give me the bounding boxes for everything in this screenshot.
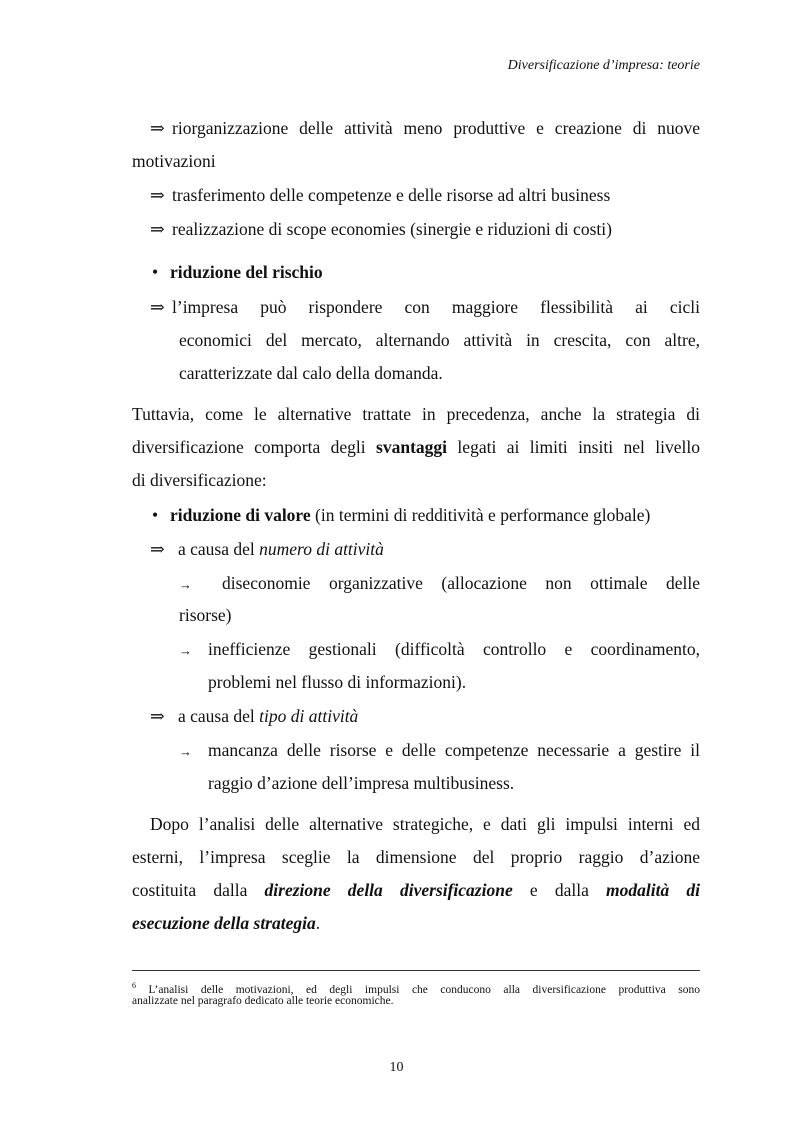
footnote-number: 6 xyxy=(132,981,136,990)
diseconomie-line-2: risorse) xyxy=(179,605,232,625)
diseconomie-line-1: → diseconomie organizzative (allocazione non ottimale delle xyxy=(179,573,700,593)
paragraph-2-line-2: esterni, l’impresa sceglie la dimensione del proprio raggio d’azione xyxy=(132,847,700,867)
execution-mode-term: modalità di xyxy=(606,880,700,900)
inefficienze-line-2: problemi nel flusso di informazioni). xyxy=(208,672,467,692)
footnote-line-2: analizzate nel paragrafo dedicato alle teorie economiche. xyxy=(132,995,394,1007)
bullet-risk-reduction xyxy=(152,261,323,283)
implies-icon: ⇒ xyxy=(150,706,165,726)
paragraph-2-line-1: Dopo l’analisi delle alternative strategiche, e dati gli impulsi interni ed xyxy=(150,814,700,834)
risk-heading: riduzione del rischio xyxy=(170,262,323,282)
risk-line-3: caratterizzate dal calo della domanda. xyxy=(179,363,443,383)
inefficienze-line-1: → inefficienze gestionali (difficoltà controllo e coordinamento, xyxy=(179,639,700,659)
list-item-scope-economies: ⇒ realizzazione di scope economies (sinergie e riduzioni di costi) xyxy=(150,219,612,239)
diversification-direction-term: direzione della diversificazione xyxy=(264,880,513,900)
implies-icon: ⇒ xyxy=(150,297,165,317)
risk-line-1: ⇒ l’impresa può rispondere con maggiore flessibilità ai cicli xyxy=(150,297,700,317)
value-heading: riduzione di valore xyxy=(170,505,311,525)
footnote-divider xyxy=(132,970,700,971)
list-item-transfer: ⇒ trasferimento delle competenze e delle risorse ad altri business xyxy=(150,185,611,205)
paragraph-2-line-3: costituita dalla direzione della diversificazione e dalla modalità di xyxy=(132,880,700,900)
list-item-reorganization: ⇒ riorganizzazione delle attività meno produttive e creazione di nuove xyxy=(150,118,700,138)
arrow-icon: → xyxy=(179,643,192,658)
paragraph-2-line-4: esecuzione della strategia. xyxy=(132,913,321,933)
bullet-icon: • xyxy=(152,505,159,525)
page-number: 10 xyxy=(389,1060,404,1075)
mancanza-line-2: raggio d’azione dell’impresa multibusiness. xyxy=(208,773,515,793)
implies-icon: ⇒ xyxy=(150,118,165,138)
bullet-icon: • xyxy=(152,262,159,282)
arrow-icon: → xyxy=(179,744,192,759)
arrow-icon: → xyxy=(179,577,192,592)
bullet-value-reduction: • riduzione di valore (in termini di redditività e performance globale) xyxy=(152,505,651,525)
paragraph-1-line-2: diversificazione comporta degli svantaggi legati ai limiti insiti nel livello xyxy=(132,437,700,457)
running-header: Diversificazione d’impresa: teorie xyxy=(507,58,700,73)
list-item-reorganization-cont: motivazioni xyxy=(132,151,216,171)
cause-number-of-activities: ⇒ a causa del numero di attività xyxy=(150,539,384,559)
implies-icon: ⇒ xyxy=(150,539,165,559)
cause-type-of-activities: ⇒ a causa del tipo di attività xyxy=(150,706,359,726)
implies-icon: ⇒ xyxy=(150,185,165,205)
implies-icon: ⇒ xyxy=(150,219,165,239)
disadvantages-term: svantaggi xyxy=(376,437,448,457)
paragraph-1-line-3: di diversificazione: xyxy=(132,470,267,490)
footnote-line-1: $^6$ L’analisi delle motivazioni, ed degli impulsi che conducono alla diversificazione produttiva sono xyxy=(132,981,700,996)
risk-line-2: economici del mercato, alternando attività in crescita, con altre, xyxy=(179,330,700,350)
paragraph-1-line-1: Tuttavia, come le alternative trattate in precedenza, anche la strategia di xyxy=(132,404,700,424)
mancanza-line-1: → mancanza delle risorse e delle competenze necessarie a gestire il xyxy=(179,740,700,760)
